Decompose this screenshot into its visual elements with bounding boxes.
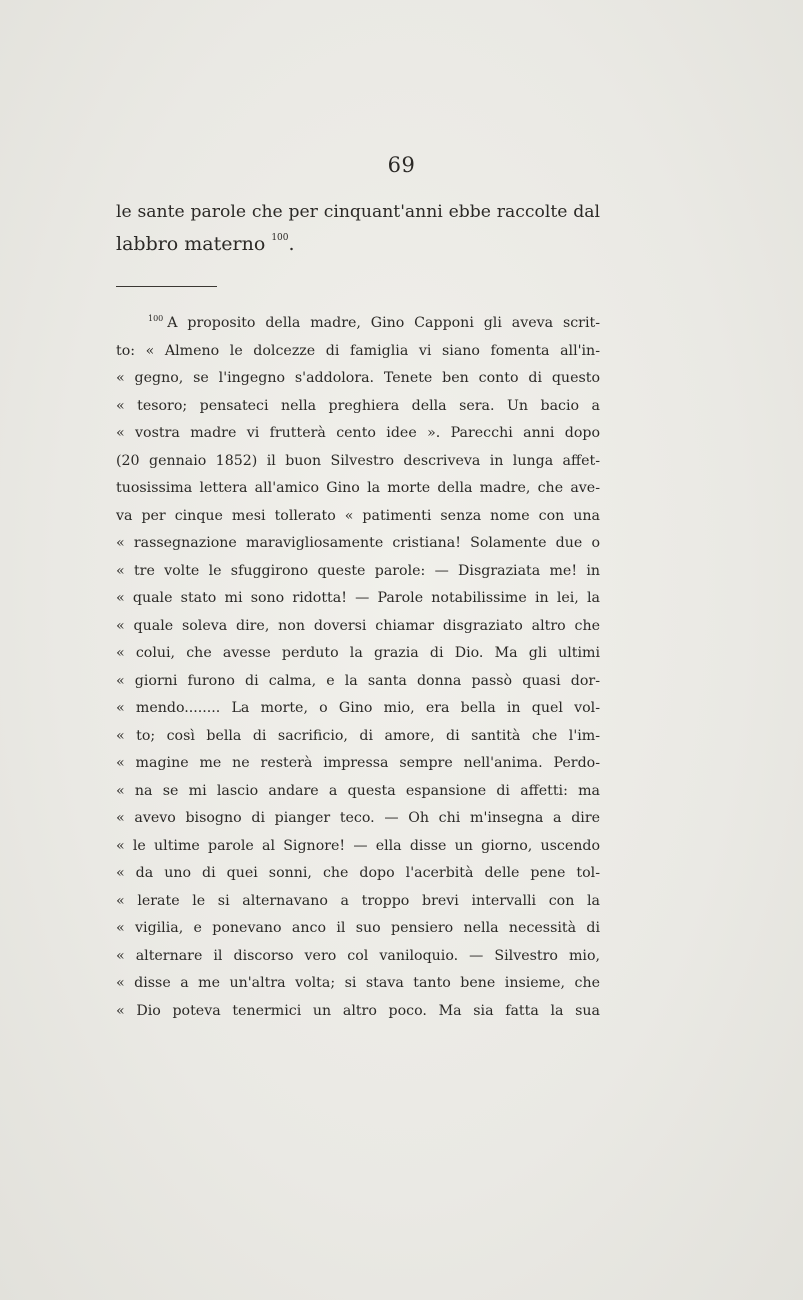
body-line-2-text: labbro materno [116, 233, 266, 255]
footnote-line-11: « quale stato mi sono ridotta! — Parole notabilissime in lei, la [116, 590, 600, 606]
footnote-line-12: « quale soleva dire, non doversi chiamar disgraziato altro che [116, 617, 600, 634]
main-text [116, 196, 600, 260]
footnote-line-8: va per cinque mesi tollerato « patimenti senza nome con una [116, 507, 600, 524]
footnote-number: 100 [148, 314, 164, 323]
footnote-line-17: « magine me ne resterà impressa sempre nell'anima. Perdo- [116, 755, 600, 771]
footnote-line-13: « colui, che avesse perduto la grazia di Dio. Ma gli ultimi [116, 645, 600, 661]
footnote-line-7: tuosissima lettera all'amico Gino la morte della madre, che ave- [116, 480, 600, 496]
footnote-line-14: « giorni furono di calma, e la santa donna passò quasi dor- [116, 672, 600, 689]
footnote-line-26: « Dio poteva tenermici un altro poco. Ma sia fatta la sua [116, 1002, 600, 1019]
footnote-line-18: « na se mi lascio andare a questa espansione di affetti: ma [116, 782, 600, 799]
footnote-line-1-text: A proposito della madre, Gino Capponi gli aveva scrit- [167, 315, 600, 331]
footnote-line-10: « tre volte le sfuggirono queste parole: — Disgraziata me! in [116, 562, 600, 579]
footnote-line-16: « to; così bella di sacrificio, di amore, di santità che l'im- [116, 727, 600, 744]
footnote-reference: 100 [271, 233, 289, 243]
footnote-line-22: « lerate le si alternavano a troppo brevi intervalli con la [116, 892, 600, 909]
footnote-line-9: « rassegnazione maravigliosamente cristiana! Solamente due o [116, 535, 600, 551]
footnote-line-20: « le ultime parole al Signore! — ella disse un giorno, uscendo [116, 837, 600, 854]
footnote-line-19: « avevo bisogno di pianger teco. — Oh chi m'insegna a dire [116, 810, 600, 826]
footnote-line-4: « tesoro; pensateci nella preghiera della sera. Un bacio a [116, 397, 600, 414]
footnote-line-15: « mendo........ La morte, o Gino mio, era bella in quel vol- [116, 700, 600, 716]
body-line-1: le sante parole che per cinquant'anni ebbe raccolte dal [116, 202, 600, 222]
footnote-line-21: « da uno di quei sonni, che dopo l'acerbità delle pene tol- [116, 865, 600, 881]
footnote-line-24: « alternare il discorso vero col vaniloquio. — Silvestro mio, [116, 947, 600, 964]
body-line-2: labbro materno $^{100}$. [116, 233, 295, 255]
footnote-line-2: to: « Almeno le dolcezze di famiglia vi siano fomenta all'in- [116, 342, 600, 359]
footnote-line-23: « vigilia, e ponevano anco il suo pensiero nella necessità di [116, 920, 600, 936]
footnote [116, 310, 600, 1025]
footnote-line-3: « gegno, se l'ingegno s'addolora. Tenete ben conto di questo [116, 370, 600, 386]
footnote-line-6: (20 gennaio 1852) il buon Silvestro descriveva in lunga affet- [116, 452, 600, 469]
footnote-line-1 [116, 310, 600, 338]
footnote-line-25: « disse a me un'altra volta; si stava tanto bene insieme, che [116, 975, 600, 991]
footnote-line-5: « vostra madre vi frutterà cento idee ». Parecchi anni dopo [116, 425, 600, 441]
page-number: 69 [387, 153, 416, 177]
footnote-separator-rule [116, 286, 217, 287]
